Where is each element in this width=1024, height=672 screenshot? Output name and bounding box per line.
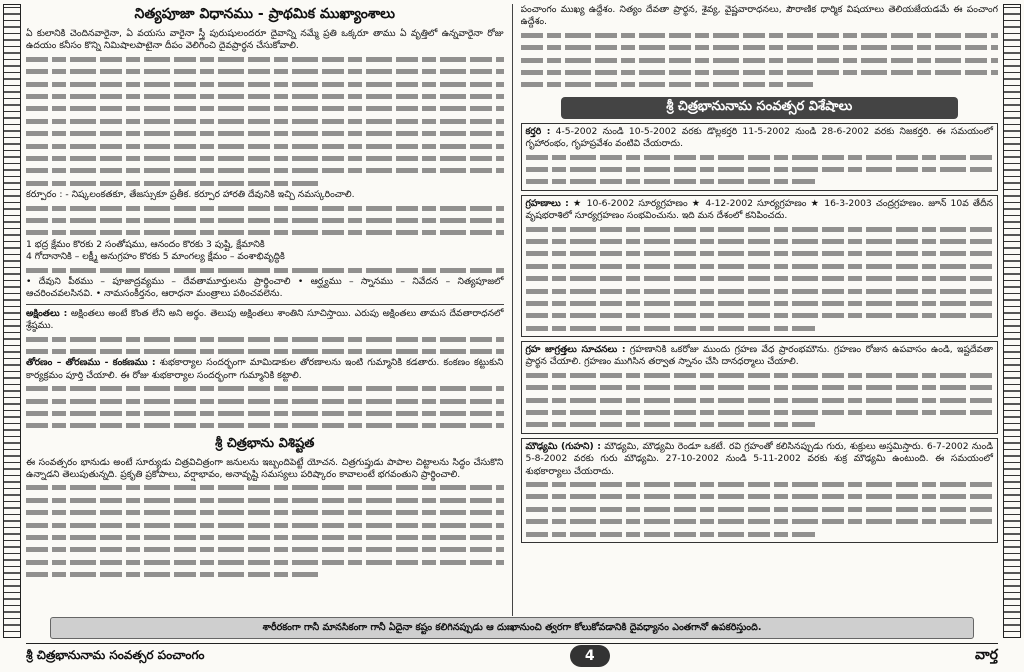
graha-jagratta-box [521, 341, 999, 434]
toranam-label: తోరణం – తోరణము - కంకణము : [26, 357, 156, 369]
text-line [26, 65, 504, 77]
page-number: 4 [570, 645, 610, 667]
kartari-box [521, 123, 999, 191]
karpuram-text: కర్పూరం : - నిష్కలంకతకూ, తేజస్సుకూ ప్రతీక. కర్పూర హారతి దేవునికి ఇచ్చి నమస్కరించాలి. [26, 189, 355, 201]
right-column [521, 4, 999, 616]
kartari-text: 4-5-2002 నుండి 10-5-2002 వరకు డొల్లకర్తరి 11-5-2002 నుండి 28-6-2002 వరకు నిజకర్తరి. ఈ సమయంలో గృహారంభం, గృహప్రవేశం వంటివి చేయరాదు. [525, 125, 993, 150]
text-line [526, 285, 994, 297]
text-line [26, 177, 322, 189]
text-line [26, 395, 504, 407]
text-line [526, 515, 994, 527]
text-line [26, 140, 504, 152]
text-line [526, 478, 994, 490]
text-line [526, 163, 994, 175]
bottom-quote-strip: శారీరకంగా గానీ మానసికంగా గానీ ఏదైనా కష్టం కలిగినప్పుడు ఆ దుఃఖానుంచి త్వరగా కోలుకోవడానికి దైవధ్యానం ఎంతగానో ఉపకరిస్తుంది. [50, 617, 974, 639]
moudhyam-label: మౌఢ్యమి (గుహని) : [525, 440, 601, 452]
text-line [26, 152, 504, 164]
text-line [521, 66, 999, 78]
content-columns [26, 4, 998, 616]
text-line [521, 29, 999, 41]
text-line [26, 494, 504, 506]
text-line [526, 503, 994, 515]
text-line [526, 175, 816, 187]
list-line-3: • దేవుని పీఠము – పూజాద్రవ్యము – దేవతామూర్తులను ప్రార్థించాలి • ఆర్ఘ్యము – స్నానము – నివేదన – నిత్యపూజలో ఆచరించవలసినవి. • నామసంకీర్తనం, ఆరాధనా మంత్రాలు పఠించవలెను. [26, 275, 504, 300]
chitrabhanu-heading: శ్రీ చిత్రభాను విశిష్టత [215, 435, 315, 451]
text-line [26, 115, 504, 127]
text-line [26, 419, 504, 431]
text-line [526, 272, 994, 284]
text-line [526, 151, 994, 163]
text-line [521, 54, 999, 66]
text-line [526, 369, 994, 381]
text-line [26, 481, 504, 493]
moudhyam-box [521, 438, 999, 543]
text-line [26, 127, 504, 139]
graha-jagratta-label: గ్రహ జాగ్రత్తలు సూచనలు : [525, 344, 626, 356]
text-line [26, 164, 504, 176]
text-line [26, 407, 504, 419]
text-line [26, 202, 504, 214]
text-line [26, 226, 504, 238]
text-line [26, 102, 504, 114]
text-line [26, 78, 504, 90]
text-line [521, 78, 817, 90]
text-line [526, 418, 816, 430]
text-line [26, 90, 504, 102]
left-title: నిత్యపూజా విధానము - ప్రాథమిక ముఖ్యాంశాలు [134, 6, 395, 22]
left-intro: ఏ కులానికి చెందినవారైనా, ఏ వయసు వారైనా స్త్రీ పురుషులందరూ దైవాన్ని నమ్మే ప్రతి ఒక్కరూ తాము ఏ వృత్తిలో ఉన్నవారైనా రోజు ఉదయం కనీసం కొన్ని నిమిషాలపాటైనా దీపం వెలిగించి దైవప్రార్థన చేసుకోవాలి. [26, 28, 504, 52]
text-line [26, 214, 504, 226]
chitrabhanu-text: ఈ సంవత్సరం భానుడు అంటే సూర్యుడు చిత్రవిచిత్రంగా జనులను ఇబ్బందిపెట్టే యోచన. చిత్రగుప్తుడు పాపాల చిట్టాలను సిద్ధం చేసుకొని ఉన్నాడని తెలుపుతున్నది. ప్రకృతి ప్రకోపాలు, వర్షాభావం, అనావృష్టి సమస్యలు పరిష్కారం కావాలంటే భగవంతుని ప్రార్థించాలి. [26, 456, 504, 481]
text-line [526, 309, 994, 321]
grahana-box [521, 195, 999, 337]
left-column [26, 4, 504, 616]
decorative-border-left [3, 4, 21, 638]
text-line [526, 490, 994, 502]
moudhyam-text: మౌఢ్యమి, మౌఢ్యమి రెండూ ఒకటే. రవి గ్రహంతో కలిసినప్పుడు గురు, శుక్రులు అస్తమిస్తారు. 6-7-2002 నుండి 5-8-2002 వరకు గురు మౌఢ్యమి. 27-10-2002 నుండి 5-11-2002 వరకు శుక్ర మౌఢ్యమి ఉంటుంది. ఈ సమయంలో శుభకార్యాలు చేయరాదు. [525, 440, 993, 477]
text-line [26, 506, 504, 518]
text-line [526, 394, 994, 406]
page-footer [26, 643, 998, 668]
text-line [526, 322, 816, 334]
text-line [526, 260, 994, 272]
akshata-text: అక్షింతలు అంటే కొంత లేని అని అర్థం. తెలుపు అక్షింతలు శాంతిని సూచిస్తాయి. ఎరుపు అక్షింతలు తామస దేవతారాధనలో శ్రేష్ఠము. [26, 307, 504, 332]
text-line [526, 406, 994, 418]
right-intro: పంచాంగం ముఖ్య ఉద్దేశం. నిత్యం దేవతా ప్రార్థన, శైవ్య, వైష్ణవారాధనలు, పౌరాణిక ధార్మిక విషయాలు తెలియజేయడమే ఈ పంచాంగ ఉద్దేశం. [520, 4, 998, 28]
text-line [26, 382, 504, 394]
publisher-logo: వార్త [975, 646, 998, 663]
text-line [26, 543, 504, 555]
text-line [26, 333, 504, 345]
text-line [26, 519, 504, 531]
samvatsara-heading: శ్రీ చిత్రభానునామ సంవత్సర విశేషాలు [561, 97, 959, 119]
text-line [526, 235, 994, 247]
text-line [26, 264, 504, 276]
column-divider [512, 4, 513, 616]
text-line [526, 247, 994, 259]
kartari-label: కర్తరి : [525, 125, 551, 137]
graha-jagratta-text: గ్రహణానికి ఒకరోజు ముందు గ్రహణ వేధ ప్రారంభమౌను. గ్రహణం రోజున ఉపవాసం ఉండి, ఇష్టదేవతా ప్రార్థన చేయాలి. గ్రహణం ముగిసిన తర్వాత స్నానం చేసి దానధర్మాలు చేయాలి. [525, 344, 994, 368]
text-line [26, 531, 504, 543]
text-line [526, 381, 994, 393]
grahana-label: గ్రహణాలు : [525, 197, 569, 209]
text-line [26, 568, 322, 580]
footer-title: శ్రీ చిత్రభానునామ సంవత్సర పంచాంగం [26, 647, 205, 662]
text-line [521, 41, 999, 53]
toranam-text: శుభకార్యాల సందర్భంగా మామిడాకుల తోరణాలను ఇంటి గుమ్మానికి కడతారు. కంకణం కట్టుకుని కార్యక్రమం పూర్తి చేయాలి. ఈ రోజు శుభకార్యాల సందర్భంగా గుమ్మానికి కట్టాలి. [26, 357, 504, 381]
text-line [526, 297, 994, 309]
text-line [526, 223, 994, 235]
text-line [26, 53, 504, 65]
akshata-label: అక్షింతలు : [26, 307, 68, 319]
decorative-border-right [1003, 4, 1021, 638]
text-line [26, 556, 504, 568]
grahana-text: ★ 10-6-2002 సూర్యగ్రహణం ★ 4-12-2002 సూర్యగ్రహణం ★ 16-3-2003 చంద్రగ్రహణం. జూన్ 10వ తేదీన వృషభరాశిలో సూర్యగ్రహణం సంభవించును. ఇది మన దేశంలో కనిపించదు. [525, 197, 994, 222]
text-line [526, 528, 816, 540]
list-line-2: 4 గోదానానికి – లక్ష్మీ అనుగ్రహం కొరకు 5 మాంగల్య క్షేమం – వంశాభివృద్ధికి [26, 251, 285, 263]
text-line [26, 345, 504, 357]
list-line-1: 1 భద్ర క్షేమం కొరకు 2 సంతోషము, ఆనందం కొరకు 3 పుష్టి, క్షేమానికి [26, 238, 265, 250]
